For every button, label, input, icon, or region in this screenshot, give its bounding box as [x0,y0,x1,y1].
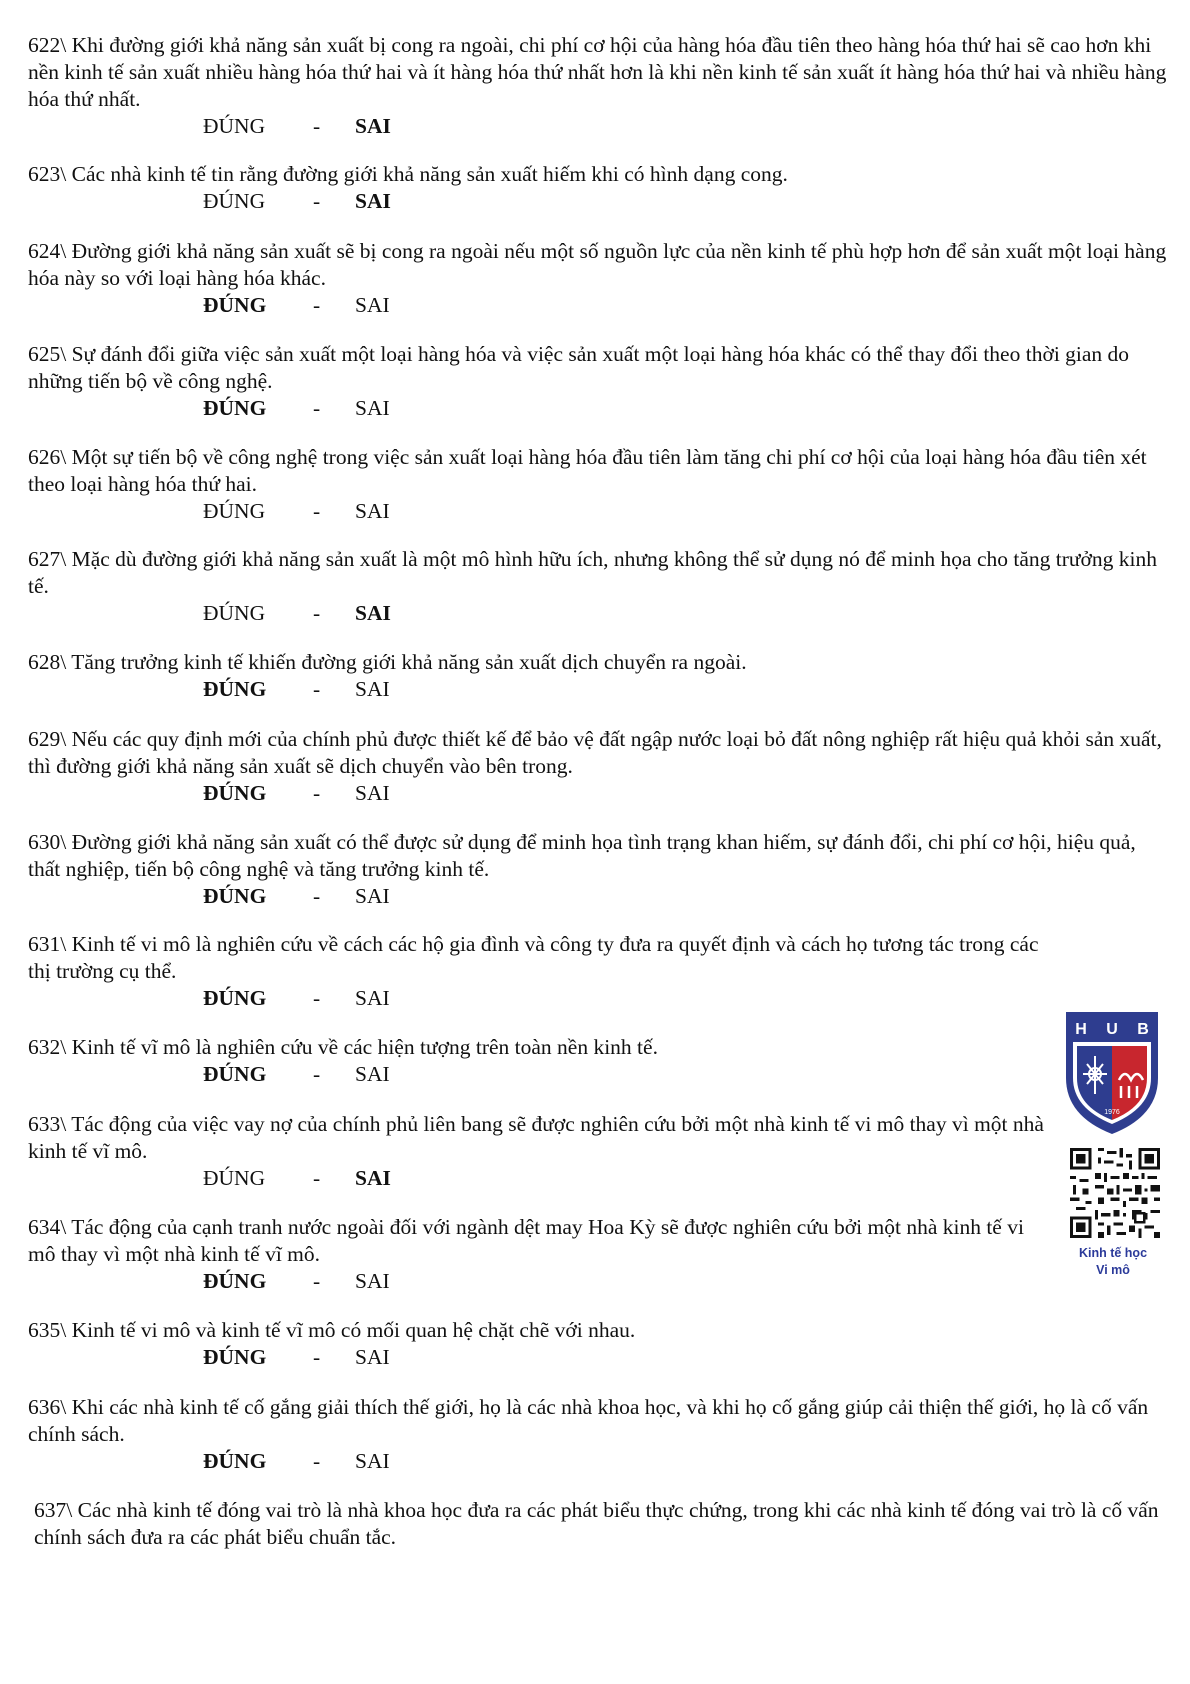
question-623 [28,161,1170,215]
question-630 [28,829,1170,910]
option-separator: - [313,189,321,213]
question-text: 627\ Mặc dù đường giới khả năng sản xuất là một mô hình hữu ích, nhưng không thể sử dụng nó để minh họa cho tăng trưởng kinh tế. [28,547,1158,598]
answer-options [203,113,1170,140]
question-622 [28,32,1170,140]
option-separator: - [313,1062,321,1086]
answer-options [203,1448,1170,1475]
option-false: SAI [355,114,391,138]
question-text: 622\ Khi đường giới khả năng sản xuất bị cong ra ngoài, chi phí cơ hội của hàng hóa đầu tiên theo hàng hóa thứ hai sẽ cao hơn khi nền kinh tế sản xuất nhiều hàng hóa thứ hai và ít hàng hóa thứ nhất hơn là khi nền kinh tế sản xuất ít hàng hóa thứ hai và nhiều hàng hóa thứ nhất. [28,33,1167,111]
answer-options [203,498,1170,525]
question-627 [28,546,1170,627]
question-text: 631\ Kinh tế vi mô là nghiên cứu về cách các hộ gia đình và công ty đưa ra quyết định và cách họ tương tác trong các thị trường cụ thể. [28,932,1039,983]
answer-options [203,600,1170,627]
question-text: 624\ Đường giới khả năng sản xuất sẽ bị cong ra ngoài nếu một số nguồn lực của nền kinh tế phù hợp hơn để sản xuất một loại hàng hóa này so với loại hàng hóa khác. [28,239,1167,290]
option-true: ĐÚNG [203,986,267,1010]
option-separator: - [313,1449,321,1473]
answer-options [203,1344,1170,1371]
question-text: 637\ Các nhà kinh tế đóng vai trò là nhà khoa học đưa ra các phát biểu thực chứng, trong khi các nhà kinh tế đóng vai trò là cố vấn chính sách đưa ra các phát biểu chuẩn tắc. [34,1498,1159,1549]
question-635 [28,1317,1170,1371]
question-624 [28,238,1170,319]
option-false: SAI [355,884,390,908]
answer-options [203,1268,1048,1295]
question-text: 629\ Nếu các quy định mới của chính phủ được thiết kế để bảo vệ đất ngập nước loại bỏ đất nông nghiệp rất hiệu quả khỏi sản xuất, thì đường giới khả năng sản xuất sẽ dịch chuyển vào bên trong. [28,727,1162,778]
answer-options [203,1165,1048,1192]
answer-options [203,188,1170,215]
logo-year: 1976 [1104,1109,1120,1116]
qr-code [1070,1148,1160,1238]
option-false: SAI [355,1449,390,1473]
question-636 [28,1394,1170,1475]
question-628 [28,649,1170,703]
option-false: SAI [355,1269,390,1293]
option-true: ĐÚNG [203,189,266,213]
logo-letter-u: U [1106,1021,1118,1038]
option-false: SAI [355,1166,391,1190]
question-637 [34,1497,1176,1551]
question-text: 626\ Một sự tiến bộ về công nghệ trong việc sản xuất loại hàng hóa đầu tiên làm tăng chi phí cơ hội của loại hàng hóa đầu tiên xét theo loại hàng hóa thứ hai. [28,445,1147,496]
option-separator: - [313,677,321,701]
brand-line-1: Kinh tế học [1078,1246,1148,1260]
option-false: SAI [355,396,390,420]
question-632 [28,1034,1048,1088]
option-true: ĐÚNG [203,499,266,523]
option-separator: - [313,884,321,908]
option-separator: - [313,1166,321,1190]
question-633 [28,1111,1048,1192]
option-separator: - [313,499,321,523]
option-separator: - [313,986,321,1010]
brand-line-2: Vi mô [1096,1263,1130,1277]
option-separator: - [313,293,321,317]
answer-options [203,292,1170,319]
option-true: ĐÚNG [203,114,266,138]
question-text: 636\ Khi các nhà kinh tế cố gắng giải thích thế giới, họ là các nhà khoa học, và khi họ cố gắng giúp cải thiện thế giới, họ là cố vấn chính sách. [28,1395,1149,1446]
option-true: ĐÚNG [203,1269,267,1293]
option-false: SAI [355,499,390,523]
question-text: 630\ Đường giới khả năng sản xuất có thể được sử dụng để minh họa tình trạng khan hiếm, sự đánh đổi, chi phí cơ hội, hiệu quả, thất nghiệp, tiến bộ công nghệ và tăng trưởng kinh tế. [28,830,1136,881]
option-separator: - [313,396,321,420]
question-text: 623\ Các nhà kinh tế tin rằng đường giới khả năng sản xuất hiếm khi có hình dạng cong. [28,162,788,186]
hub-logo [1063,1008,1161,1136]
question-text: 634\ Tác động của cạnh tranh nước ngoài đối với ngành dệt may Hoa Kỳ sẽ được nghiên cứu bởi một nhà kinh tế vi mô thay vì một nhà kinh tế vĩ mô. [28,1215,1024,1266]
question-text: 632\ Kinh tế vĩ mô là nghiên cứu về các hiện tượng trên toàn nền kinh tế. [28,1035,658,1059]
option-false: SAI [355,293,390,317]
option-true: ĐÚNG [203,677,267,701]
option-true: ĐÚNG [203,293,267,317]
question-629 [28,726,1170,807]
question-634 [28,1214,1048,1295]
answer-options [203,985,1048,1012]
option-false: SAI [355,189,391,213]
answer-options [203,780,1170,807]
answer-options [203,883,1170,910]
option-separator: - [313,1269,321,1293]
option-separator: - [313,1345,321,1369]
option-separator: - [313,114,321,138]
answer-options [203,676,1170,703]
question-626 [28,444,1170,525]
option-true: ĐÚNG [203,781,267,805]
option-separator: - [313,781,321,805]
answer-options [203,1061,1048,1088]
question-625 [28,341,1170,422]
option-false: SAI [355,677,390,701]
question-text: 625\ Sự đánh đổi giữa việc sản xuất một loại hàng hóa và việc sản xuất một loại hàng hóa khác có thể thay đổi theo thời gian do những tiến bộ về công nghệ. [28,342,1130,393]
option-false: SAI [355,986,390,1010]
question-631 [28,931,1048,1012]
logo-letter-b: B [1137,1021,1149,1038]
option-false: SAI [355,1062,390,1086]
question-text: 633\ Tác động của việc vay nợ của chính phủ liên bang sẽ được nghiên cứu bởi một nhà kinh tế vi mô thay vì một nhà kinh tế vĩ mô. [28,1112,1044,1163]
option-false: SAI [355,601,391,625]
option-separator: - [313,601,321,625]
option-false: SAI [355,781,390,805]
option-true: ĐÚNG [203,1345,267,1369]
option-true: ĐÚNG [203,1062,267,1086]
option-true: ĐÚNG [203,884,267,908]
question-text: 635\ Kinh tế vi mô và kinh tế vĩ mô có mối quan hệ chặt chẽ với nhau. [28,1318,636,1342]
option-true: ĐÚNG [203,396,267,420]
logo-letter-h: H [1075,1021,1087,1038]
option-true: ĐÚNG [203,1166,266,1190]
option-false: SAI [355,1345,390,1369]
option-true: ĐÚNG [203,601,266,625]
option-true: ĐÚNG [203,1449,267,1473]
brand-caption [1050,1245,1176,1279]
question-text: 628\ Tăng trưởng kinh tế khiến đường giới khả năng sản xuất dịch chuyển ra ngoài. [28,650,747,674]
answer-options [203,395,1170,422]
